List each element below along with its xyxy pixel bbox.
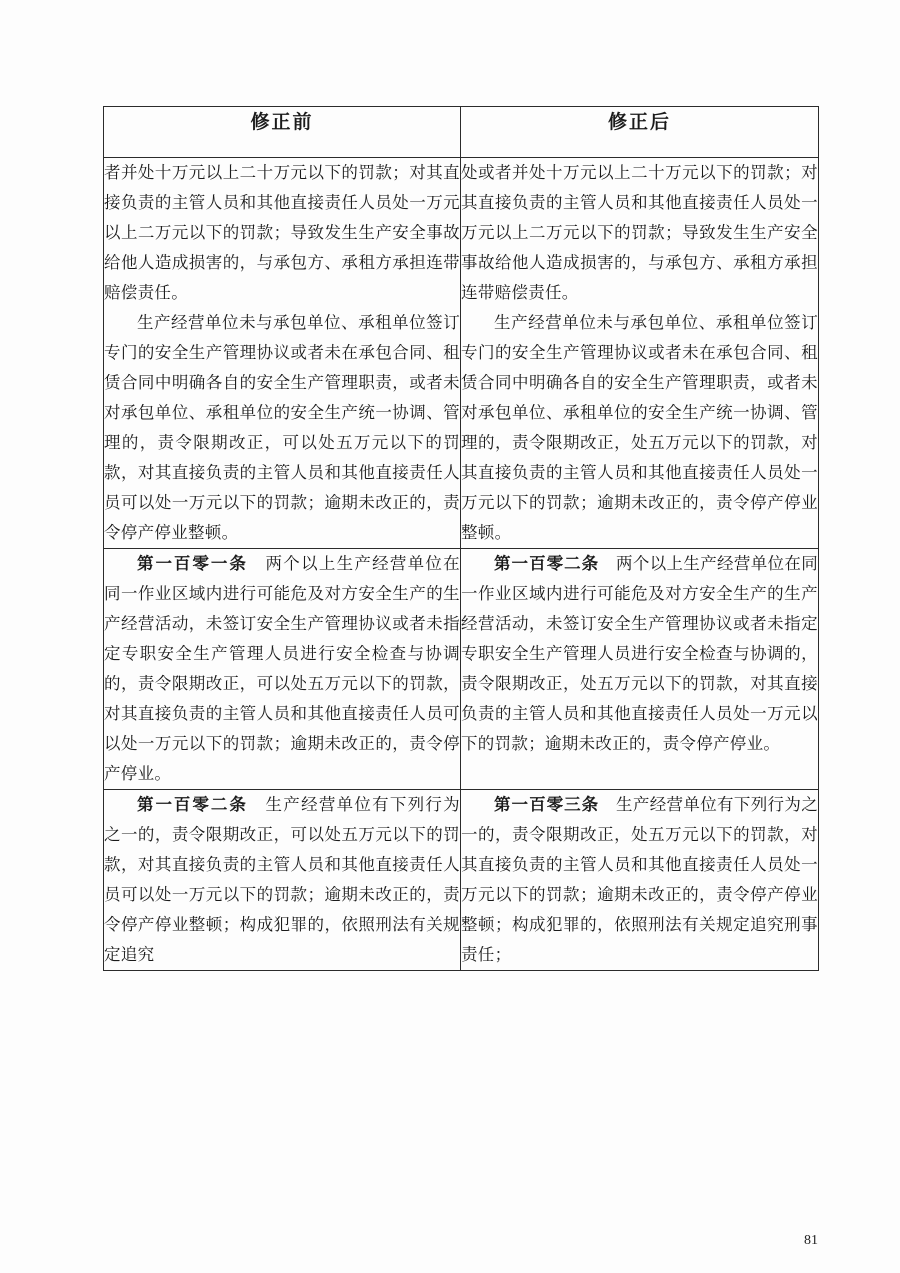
paragraph: 者并处十万元以上二十万元以下的罚款；对其直接负责的主管人员和其他直接责任人员处一万元以上二万元以下的罚款；导致发生生产安全事故给他人造成损害的，与承包方、承租方承担连带赔偿责任。 bbox=[104, 163, 460, 303]
article-title: 第一百零一条 bbox=[137, 554, 248, 574]
article-title: 第一百零二条 bbox=[494, 554, 600, 574]
cell-before-1 bbox=[104, 158, 461, 549]
article-text: 生产经营单位有下列行为之一的，责令限期改正，可以处五万元以下的罚款，对其直接负责的主管人员和其他直接责任人员可以处一万元以下的罚款；逾期未改正的，责令停产停业整顿；构成犯罪的，依照刑法有关规定追究 bbox=[104, 795, 460, 965]
table-row bbox=[104, 549, 819, 790]
cell-before-2 bbox=[104, 549, 461, 790]
column-header-after: 修正后 bbox=[461, 107, 819, 158]
column-header-before: 修正前 bbox=[104, 107, 461, 158]
table-row bbox=[104, 158, 819, 549]
paragraph: 处或者并处十万元以上二十万元以下的罚款；对其直接负责的主管人员和其他直接责任人员处一万元以上二万元以下的罚款；导致发生生产安全事故给他人造成损害的，与承包方、承租方承担连带赔偿责任。 bbox=[461, 163, 818, 303]
paragraph bbox=[461, 549, 818, 759]
article-text: 生产经营单位有下列行为之一的，责令限期改正，处五万元以下的罚款，对其直接负责的主管人员和其他直接责任人员处一万元以下的罚款；逾期未改正的，责令停产停业整顿；构成犯罪的，依照刑法有关规定追究刑事责任； bbox=[461, 795, 819, 965]
cell-after-1 bbox=[461, 158, 819, 549]
article-text: 两个以上生产经营单位在同一作业区域内进行可能危及对方安全生产的生产经营活动，未签订安全生产管理协议或者未指定专职安全生产管理人员进行安全检查与协调的，责令限期改正，可以处五万元以下的罚款，对其直接负责的主管人员和其他直接责任人员可以处一万元以下的罚款；逾期未改正的，责令停产停业。 bbox=[104, 554, 460, 784]
cell-after-2 bbox=[461, 549, 819, 790]
article-title: 第一百零二条 bbox=[137, 795, 248, 815]
cell-before-3 bbox=[104, 790, 461, 971]
paragraph bbox=[104, 549, 460, 789]
paragraph bbox=[461, 790, 818, 970]
table-row bbox=[104, 790, 819, 971]
table-header-row bbox=[104, 107, 819, 158]
amendment-comparison-table bbox=[103, 106, 819, 971]
paragraph: 生产经营单位未与承包单位、承租单位签订专门的安全生产管理协议或者未在承包合同、租赁合同中明确各自的安全生产管理职责，或者未对承包单位、承租单位的安全生产统一协调、管理的，责令限期改正，可以处五万元以下的罚款，对其直接负责的主管人员和其他直接责任人员可以处一万元以下的罚款；逾期未改正的，责令停产停业整顿。 bbox=[104, 313, 460, 543]
paragraph: 生产经营单位未与承包单位、承租单位签订专门的安全生产管理协议或者未在承包合同、租赁合同中明确各自的安全生产管理职责，或者未对承包单位、承租单位的安全生产统一协调、管理的，责令限期改正，处五万元以下的罚款，对其直接负责的主管人员和其他直接责任人员处一万元以下的罚款；逾期未改正的，责令停产停业整顿。 bbox=[461, 313, 818, 543]
article-text: 两个以上生产经营单位在同一作业区域内进行可能危及对方安全生产的生产经营活动，未签订安全生产管理协议或者未指定专职安全生产管理人员进行安全检查与协调的，责令限期改正，处五万元以下的罚款，对其直接负责的主管人员和其他直接责任人员处一万元以下的罚款；逾期未改正的，责令停产停业。 bbox=[461, 554, 819, 754]
paragraph bbox=[104, 790, 460, 970]
cell-after-3 bbox=[461, 790, 819, 971]
article-title: 第一百零三条 bbox=[494, 795, 600, 815]
page-number: 81 bbox=[804, 1233, 818, 1248]
